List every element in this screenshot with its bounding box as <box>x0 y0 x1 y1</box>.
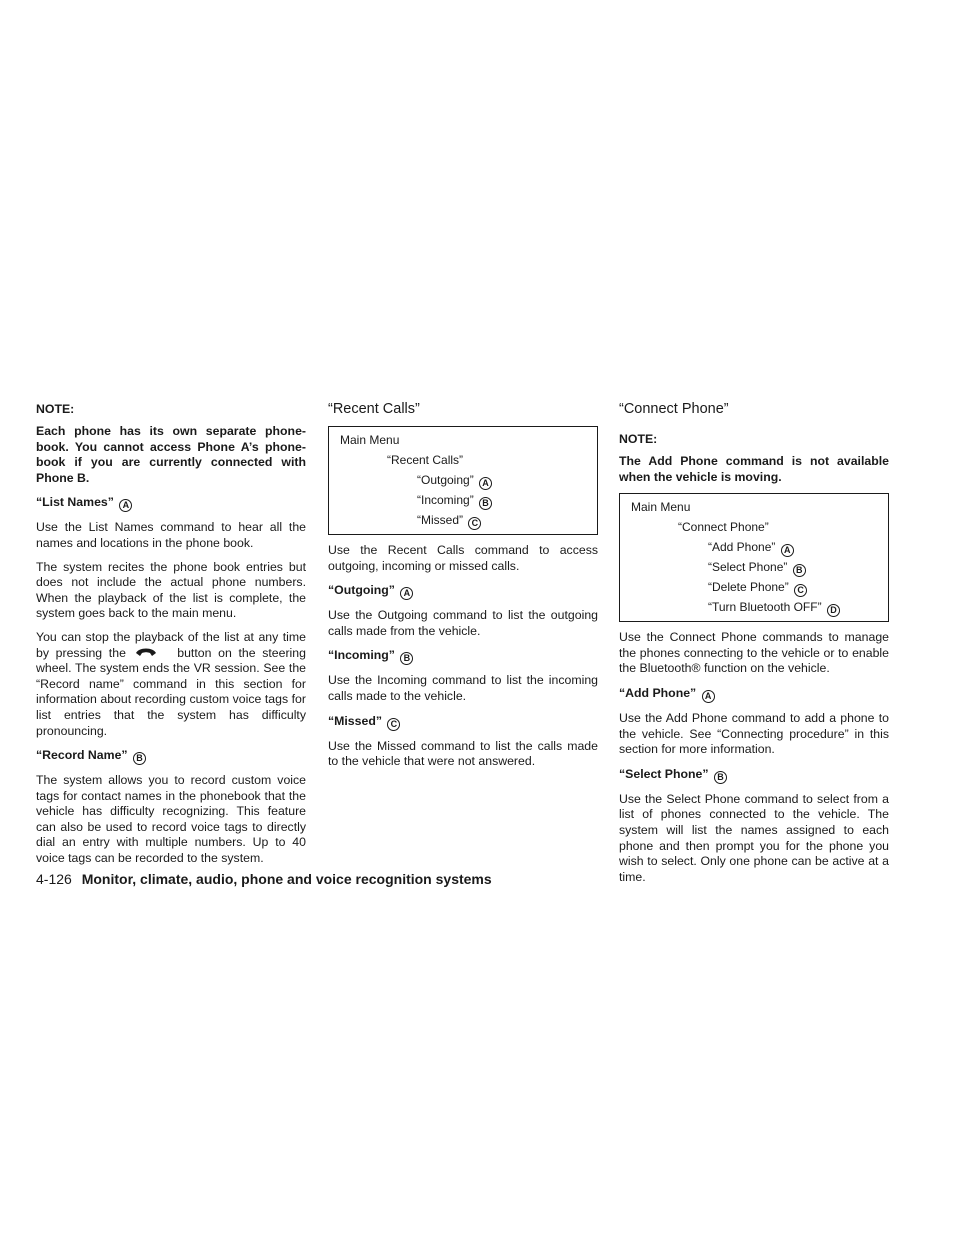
add-phone-paragraph: Use the Add Phone command to add a phone to the vehicle. See “Connecting procedure” in this section for more information. <box>619 710 889 757</box>
chapter-title: Monitor, climate, audio, phone and voice recognition systems <box>81 871 492 887</box>
menu-missed <box>329 510 597 530</box>
badge-a: A <box>702 690 715 703</box>
stop-playback-paragraph <box>36 630 306 739</box>
stop-playback-text-a: You can stop the playback of the list at any time by pressing the <box>36 629 306 660</box>
menu-add-phone <box>620 537 888 557</box>
badge-b: B <box>793 564 806 577</box>
list-names-paragraph: Use the List Names command to hear all the names and locations in the phone book. <box>36 520 306 550</box>
badge-b: B <box>714 771 727 784</box>
note-label: NOTE: <box>36 402 75 416</box>
list-names-heading-text: “List Names” <box>36 495 114 510</box>
connect-phone-menu-tree <box>619 493 889 622</box>
badge-d: D <box>827 604 840 617</box>
menu-connect-phone: “Connect Phone” <box>678 520 769 535</box>
menu-outgoing-label: “Outgoing” <box>417 473 474 487</box>
menu-turn-bluetooth-off-label: “Turn Bluetooth OFF” <box>708 600 822 615</box>
select-phone-heading-text: “Select Phone” <box>619 766 709 781</box>
menu-main: Main Menu <box>631 500 691 515</box>
badge-c: C <box>387 718 400 731</box>
incoming-heading-text: “Incoming” <box>328 648 395 663</box>
badge-b: B <box>400 652 413 665</box>
select-phone-heading <box>619 766 889 784</box>
record-name-heading <box>36 747 306 765</box>
note-text: Each phone has its own separate phone-book. You cannot access Phone A’s phone-book if you are currently connected with Phone B. <box>36 424 306 485</box>
note-label: NOTE: <box>619 432 658 446</box>
record-name-paragraph: The system allows you to record custom voice tags for contact names in the phonebook that the vehicle has difficulty recognizing. This feature can also be used to record voice tags to directly dial an entry with multiple numbers. Up to 40 voice tags can be recorded to the system. <box>36 773 306 866</box>
menu-incoming-label: “Incoming” <box>417 493 474 507</box>
stop-playback-text-b: button on the steering wheel. The system ends the VR session. See the “Record name” command in this section for information about recording custom voice tags for list entries that the system has difficulty pronouncing. <box>36 645 306 738</box>
recent-calls-menu-tree <box>328 426 598 535</box>
badge-c: C <box>794 584 807 597</box>
recent-calls-title: “Recent Calls” <box>328 401 420 417</box>
menu-recent-calls: “Recent Calls” <box>387 453 464 467</box>
badge-a: A <box>479 477 492 490</box>
note-text: The Add Phone command is not available when the vehicle is moving. <box>619 454 889 484</box>
menu-delete-phone-label: “Delete Phone” <box>708 580 789 595</box>
menu-main: Main Menu <box>340 433 400 447</box>
playback-paragraph: The system recites the phone book entries but does not include the actual phone numbers. When the playback of the list is complete, the system goes back to the main menu. <box>36 559 306 621</box>
menu-select-phone-label: “Select Phone” <box>708 560 788 575</box>
missed-paragraph: Use the Missed command to list the calls made to the vehicle that were not answered. <box>328 738 598 769</box>
badge-c: C <box>468 517 481 530</box>
add-phone-heading <box>619 685 889 703</box>
page-number: 4-126 <box>36 871 72 887</box>
menu-turn-bluetooth-off <box>620 597 888 617</box>
badge-a: A <box>400 587 413 600</box>
column-middle <box>328 400 598 770</box>
recent-calls-intro: Use the Recent Calls command to access outgoing, incoming or missed calls. <box>328 543 598 573</box>
incoming-paragraph: Use the Incoming command to list the incoming calls made to the vehicle. <box>328 673 598 703</box>
badge-b: B <box>479 497 492 510</box>
missed-heading-text: “Missed” <box>328 713 382 728</box>
page-footer <box>36 871 492 887</box>
outgoing-heading-text: “Outgoing” <box>328 583 395 598</box>
select-phone-paragraph: Use the Select Phone command to select from a list of phones connected to the vehicle. The system will list the names assigned to each phone and then prompt you for the phone you wish to select. Only one phone can be active at a time. <box>619 791 889 884</box>
badge-a: A <box>781 544 794 557</box>
outgoing-heading <box>328 582 598 600</box>
record-name-heading-text: “Record Name” <box>36 748 128 763</box>
list-names-heading <box>36 494 306 512</box>
menu-add-phone-label: “Add Phone” <box>708 540 776 555</box>
connect-phone-intro: Use the Connect Phone commands to manage the phones connecting to the vehicle or to enable the Bluetooth® function on the vehicle. <box>619 630 889 676</box>
menu-incoming <box>329 490 597 510</box>
phone-hang-up-icon <box>135 646 157 658</box>
add-phone-heading-text: “Add Phone” <box>619 685 697 700</box>
menu-outgoing <box>329 470 597 490</box>
column-left <box>36 400 306 867</box>
missed-heading <box>328 713 598 731</box>
badge-a: A <box>119 499 132 512</box>
menu-missed-label: “Missed” <box>417 513 464 527</box>
menu-delete-phone <box>620 577 888 597</box>
connect-phone-title: “Connect Phone” <box>619 401 729 417</box>
outgoing-paragraph: Use the Outgoing command to list the outgoing calls made from the vehicle. <box>328 608 598 638</box>
incoming-heading <box>328 647 598 665</box>
badge-b: B <box>133 752 146 765</box>
menu-select-phone <box>620 557 888 577</box>
column-right <box>619 400 889 885</box>
